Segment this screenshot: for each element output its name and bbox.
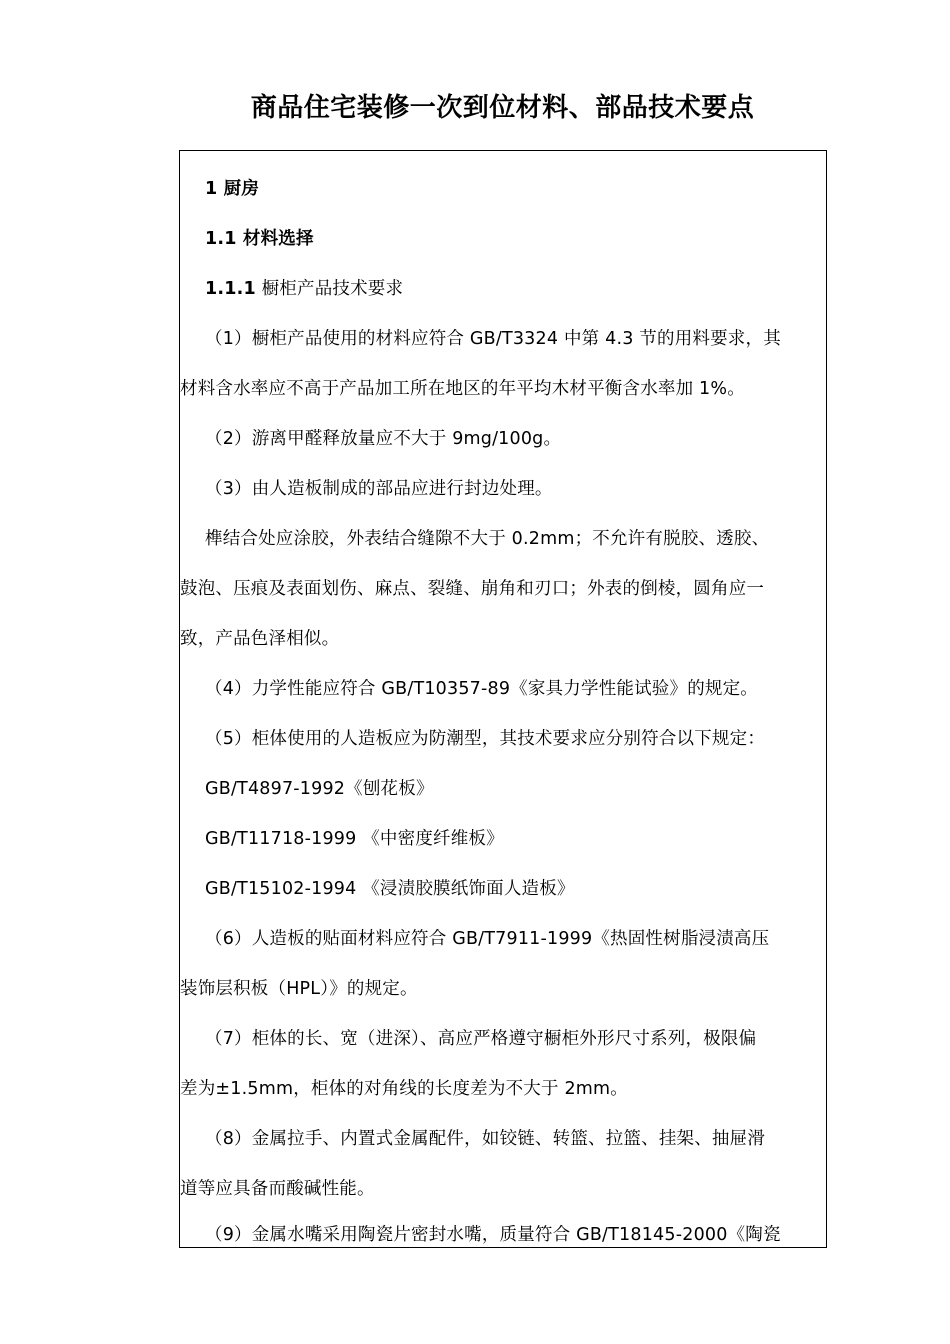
heading-number: 1.1.1 — [205, 279, 256, 299]
paragraph-line: （1）橱柜产品使用的材料应符合 GB/T3324 中第 4.3 节的用料要求，其 — [205, 329, 781, 349]
heading-text: 橱柜产品技术要求 — [255, 279, 404, 299]
paragraph-line: （7）柜体的长、宽（进深）、高应严格遵守橱柜外形尺寸系列，极限偏 — [205, 1029, 757, 1049]
paragraph-line: （2）游离甲醛释放量应不大于 9mg/100g。 — [205, 429, 562, 449]
paragraph-line: 差为±1.5mm，柜体的对角线的长度差为不大于 2mm。 — [180, 1079, 628, 1099]
paragraph-line: （4）力学性能应符合 GB/T10357-89《家具力学性能试验》的规定。 — [205, 679, 758, 699]
heading-cabinet-requirements — [180, 277, 827, 301]
paragraph-line: 道等应具备而酸碱性能。 — [180, 1179, 375, 1199]
paragraph-line: 致，产品色泽相似。 — [180, 629, 340, 649]
document-title: 商品住宅装修一次到位材料、部品技术要点 — [250, 93, 755, 123]
standard-item: GB/T4897-1992《刨花板》 — [205, 779, 434, 799]
heading-material-selection: 1.1 材料选择 — [205, 229, 314, 249]
paragraph-line: （9）金属水嘴采用陶瓷片密封水嘴，质量符合 GB/T18145-2000《陶瓷 — [205, 1225, 781, 1245]
content-box — [179, 150, 827, 1248]
heading-kitchen: 1 厨房 — [205, 179, 260, 199]
paragraph-line: （6）人造板的贴面材料应符合 GB/T7911-1999《热固性树脂浸渍高压 — [205, 929, 770, 949]
standard-item: GB/T15102-1994 《浸渍胶膜纸饰面人造板》 — [205, 879, 575, 899]
standard-item: GB/T11718-1999 《中密度纤维板》 — [205, 829, 504, 849]
paragraph-line: （5）柜体使用的人造板应为防潮型，其技术要求应分别符合以下规定： — [205, 729, 766, 749]
paragraph-line: 鼓泡、压痕及表面划伤、麻点、裂缝、崩角和刃口；外表的倒棱，圆角应一 — [180, 579, 765, 599]
paragraph-line: 榫结合处应涂胶，外表结合缝隙不大于 0.2mm；不允许有脱胶、透胶、 — [205, 529, 770, 549]
paragraph-line: 材料含水率应不高于产品加工所在地区的年平均木材平衡含水率加 1%。 — [180, 379, 745, 399]
paragraph-line: 装饰层积板（HPL）》的规定。 — [180, 979, 418, 999]
paragraph-line: （8）金属拉手、内置式金属配件，如铰链、转篮、拉篮、挂架、抽屉滑 — [205, 1129, 766, 1149]
paragraph-line: （3）由人造板制成的部品应进行封边处理。 — [205, 479, 553, 499]
